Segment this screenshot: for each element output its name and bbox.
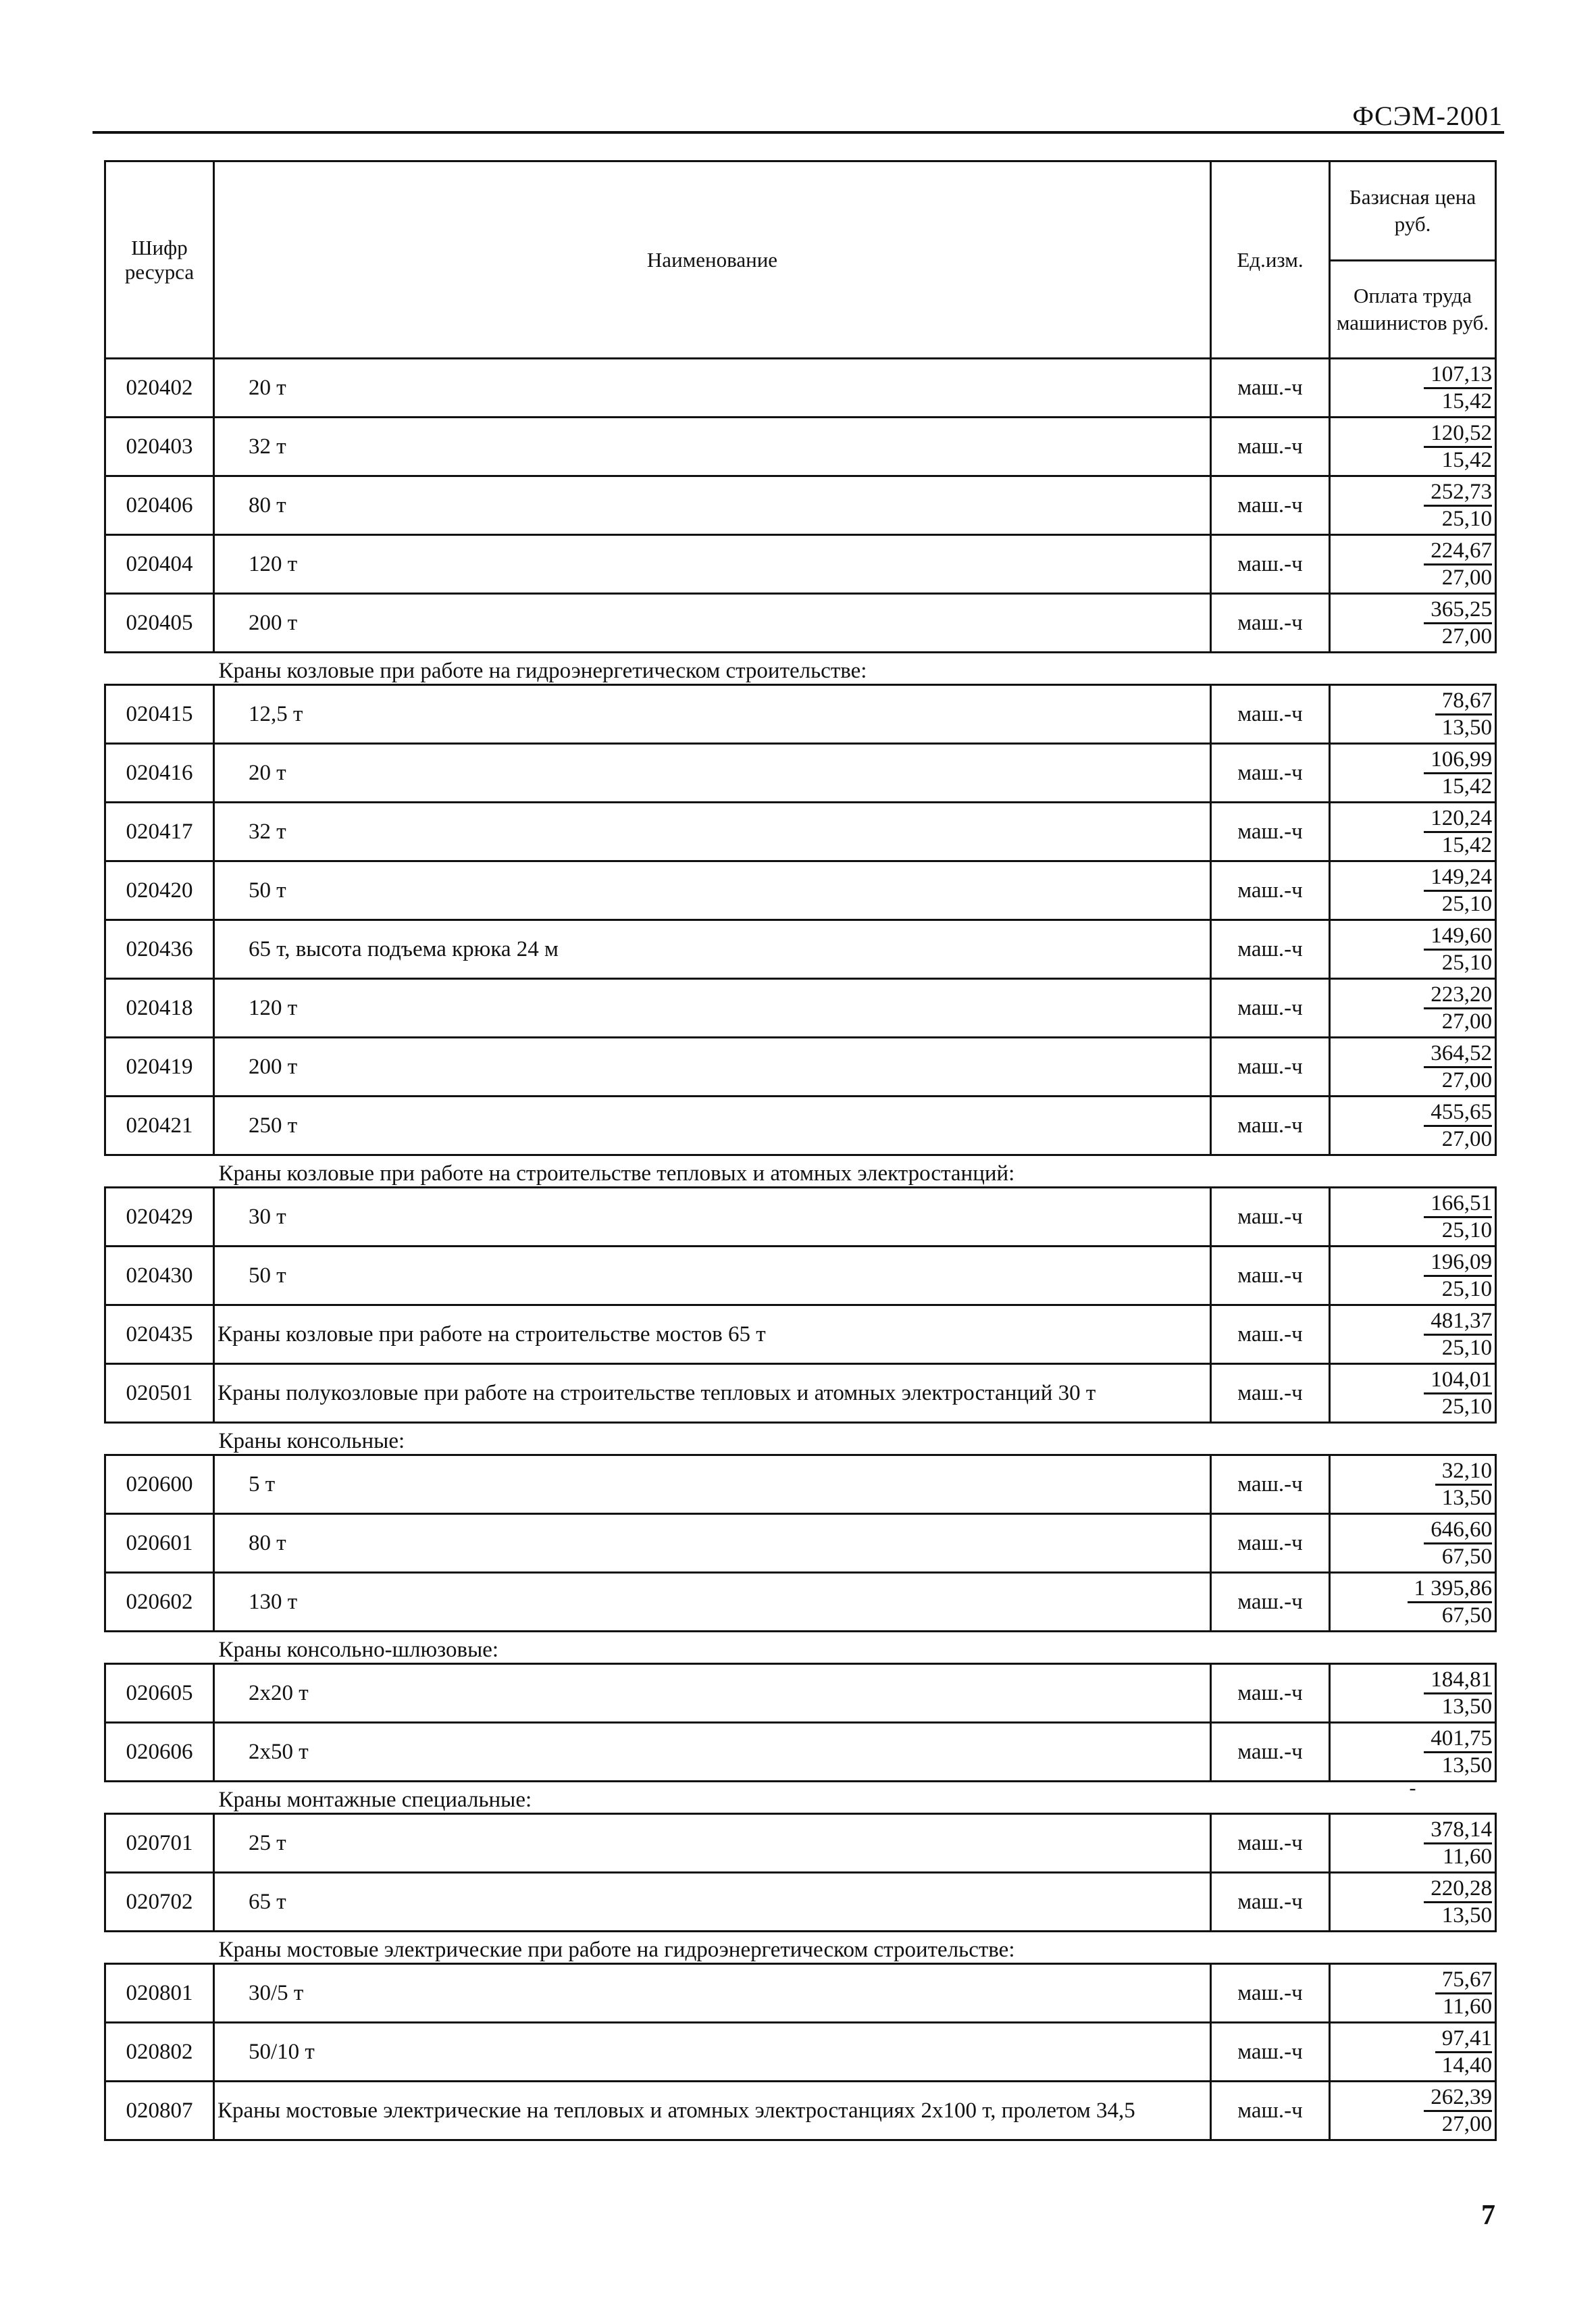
price-cell (1330, 861, 1496, 920)
resource-code: 020403 (105, 418, 214, 476)
resource-code: 020415 (105, 685, 214, 744)
labor-cost: 25,10 (1441, 1217, 1492, 1242)
base-price: 97,41 (1435, 2026, 1492, 2053)
section-title: Краны консольные: (218, 1429, 405, 1453)
table-row (105, 920, 1496, 979)
price-cell (1330, 1247, 1496, 1305)
section-title: Краны мостовые электрические при работе на гидроэнергетическом строительстве: (218, 1938, 1015, 1962)
resource-name: 2х50 т (214, 1723, 1211, 1782)
price-cell (1330, 1364, 1496, 1423)
resource-code: 020429 (105, 1188, 214, 1247)
section-title: Краны козловые при работе на гидроэнергетическом строительстве: (218, 659, 867, 683)
labor-cost: 25,10 (1441, 1335, 1492, 1360)
base-price: 364,52 (1424, 1041, 1492, 1068)
document-code: ФСЭМ-2001 (1352, 101, 1503, 131)
resource-code: 020435 (105, 1305, 214, 1364)
resource-code: 020807 (105, 2082, 214, 2140)
rates-table (104, 160, 1497, 2141)
price-cell (1330, 920, 1496, 979)
resource-name: 50/10 т (214, 2023, 1211, 2082)
resource-code: 020602 (105, 1573, 214, 1632)
table-row (105, 1814, 1496, 1873)
column-header-code: Шифр ресурса (105, 161, 214, 359)
resource-code: 020418 (105, 979, 214, 1038)
labor-cost: 25,10 (1441, 891, 1492, 916)
resource-name: 80 т (214, 1514, 1211, 1573)
base-price: 78,67 (1435, 688, 1492, 715)
table-row (105, 979, 1496, 1038)
base-price: 32,10 (1435, 1459, 1492, 1486)
table-row (105, 1038, 1496, 1097)
section-row (105, 653, 1496, 685)
table-row (105, 1873, 1496, 1932)
unit-cell: маш.-ч (1211, 1455, 1330, 1514)
price-cell (1330, 594, 1496, 653)
table-row (105, 861, 1496, 920)
unit-cell: маш.-ч (1211, 1188, 1330, 1247)
resource-name: 30/5 т (214, 1964, 1211, 2023)
resource-code: 020606 (105, 1723, 214, 1782)
labor-cost: 27,00 (1441, 565, 1492, 590)
section-row (105, 1423, 1496, 1455)
table-row (105, 476, 1496, 535)
unit-cell: маш.-ч (1211, 1664, 1330, 1723)
base-price: 1 395,86 (1408, 1576, 1493, 1603)
price-cell (1330, 535, 1496, 594)
table-row (105, 535, 1496, 594)
resource-name: 80 т (214, 476, 1211, 535)
section-mark (1330, 1632, 1496, 1664)
table-row (105, 359, 1496, 418)
labor-cost: 13,50 (1441, 1694, 1492, 1719)
resource-code: 020801 (105, 1964, 214, 2023)
labor-cost: 15,42 (1441, 388, 1492, 413)
base-price: 252,73 (1424, 480, 1492, 507)
table-row (105, 744, 1496, 803)
unit-cell: маш.-ч (1211, 535, 1330, 594)
price-cell (1330, 1723, 1496, 1782)
labor-cost: 27,00 (1441, 2111, 1492, 2136)
resource-code: 020701 (105, 1814, 214, 1873)
base-price: 262,39 (1424, 2085, 1492, 2112)
labor-cost: 25,10 (1441, 1276, 1492, 1301)
section-mark (1330, 1932, 1496, 1964)
labor-cost: 13,50 (1441, 1485, 1492, 1510)
price-cell (1330, 744, 1496, 803)
resource-name: 30 т (214, 1188, 1211, 1247)
column-header-name: Наименование (214, 161, 1211, 359)
section-row (105, 1932, 1496, 1964)
base-price: 646,60 (1424, 1517, 1492, 1544)
resource-code: 020404 (105, 535, 214, 594)
unit-cell: маш.-ч (1211, 476, 1330, 535)
unit-cell: маш.-ч (1211, 1873, 1330, 1932)
resource-name: Краны мостовые электрические на тепловых и атомных электростанциях 2х100 т, пролетом 34,5 (214, 2082, 1211, 2140)
resource-code: 020802 (105, 2023, 214, 2082)
table-row (105, 2082, 1496, 2140)
labor-cost: 25,10 (1441, 950, 1492, 975)
resource-name: 50 т (214, 861, 1211, 920)
resource-name: 32 т (214, 803, 1211, 861)
resource-name: 20 т (214, 744, 1211, 803)
base-price: 184,81 (1424, 1667, 1492, 1694)
labor-cost: 13,50 (1441, 715, 1492, 740)
resource-name: Краны козловые при работе на строительстве мостов 65 т (214, 1305, 1211, 1364)
resource-name: 65 т, высота подъема крюка 24 м (214, 920, 1211, 979)
base-price: 75,67 (1435, 1967, 1492, 1994)
header-rule (93, 131, 1504, 134)
section-row (105, 1155, 1496, 1188)
labor-cost: 15,42 (1441, 832, 1492, 857)
resource-code: 020436 (105, 920, 214, 979)
resource-code: 020501 (105, 1364, 214, 1423)
table-row (105, 594, 1496, 653)
labor-cost: 14,40 (1441, 2053, 1492, 2078)
table-body (105, 359, 1496, 2140)
base-price: 220,28 (1424, 1876, 1492, 1903)
price-cell (1330, 476, 1496, 535)
resource-code: 020605 (105, 1664, 214, 1723)
base-price: 224,67 (1424, 538, 1492, 565)
resource-name: 200 т (214, 1038, 1211, 1097)
resource-code: 020420 (105, 861, 214, 920)
base-price: 455,65 (1424, 1100, 1492, 1127)
resource-code: 020419 (105, 1038, 214, 1097)
unit-cell: маш.-ч (1211, 685, 1330, 744)
resource-code: 020417 (105, 803, 214, 861)
base-price: 378,14 (1424, 1817, 1492, 1844)
section-mark (1330, 1155, 1496, 1188)
price-cell (1330, 803, 1496, 861)
unit-cell: маш.-ч (1211, 803, 1330, 861)
column-header-unit: Ед.изм. (1211, 161, 1330, 359)
table-row (105, 1364, 1496, 1423)
resource-name: 120 т (214, 535, 1211, 594)
price-cell (1330, 1873, 1496, 1932)
resource-name: 200 т (214, 594, 1211, 653)
price-cell (1330, 2082, 1496, 2140)
labor-cost: 11,60 (1442, 1994, 1492, 2019)
resource-code: 020416 (105, 744, 214, 803)
resource-name: 250 т (214, 1097, 1211, 1155)
labor-cost: 15,42 (1441, 447, 1492, 472)
section-title: Краны консольно-шлюзовые: (218, 1638, 499, 1662)
unit-cell: маш.-ч (1211, 1247, 1330, 1305)
base-price: 149,24 (1424, 865, 1492, 892)
table-row (105, 1247, 1496, 1305)
price-cell (1330, 1305, 1496, 1364)
resource-code: 020600 (105, 1455, 214, 1514)
resource-code: 020702 (105, 1873, 214, 1932)
table-row (105, 1514, 1496, 1573)
resource-name: 12,5 т (214, 685, 1211, 744)
base-price: 365,25 (1424, 597, 1492, 624)
price-cell (1330, 979, 1496, 1038)
table-row (105, 1664, 1496, 1723)
base-price: 149,60 (1424, 924, 1492, 951)
table-row (105, 1188, 1496, 1247)
price-cell (1330, 685, 1496, 744)
labor-cost: 27,00 (1441, 624, 1492, 649)
resource-name: 50 т (214, 1247, 1211, 1305)
column-header-price: Базисная цена руб. (1330, 161, 1496, 261)
resource-name: 65 т (214, 1873, 1211, 1932)
price-cell (1330, 1455, 1496, 1514)
table-row (105, 1573, 1496, 1632)
labor-cost: 67,50 (1441, 1544, 1492, 1569)
section-row (105, 1782, 1496, 1814)
price-cell (1330, 359, 1496, 418)
labor-cost: 11,60 (1442, 1844, 1492, 1869)
resource-name: 20 т (214, 359, 1211, 418)
section-mark (1330, 653, 1496, 685)
base-price: 107,13 (1424, 362, 1492, 389)
resource-name: Краны полукозловые при работе на строительстве тепловых и атомных электростанций 30 т (214, 1364, 1211, 1423)
table-row (105, 1097, 1496, 1155)
unit-cell: маш.-ч (1211, 1364, 1330, 1423)
unit-cell: маш.-ч (1211, 1097, 1330, 1155)
labor-cost: 67,50 (1441, 1603, 1492, 1628)
price-cell (1330, 1188, 1496, 1247)
unit-cell: маш.-ч (1211, 1305, 1330, 1364)
section-title: Краны монтажные специальные: (218, 1788, 532, 1812)
resource-code: 020430 (105, 1247, 214, 1305)
unit-cell: маш.-ч (1211, 861, 1330, 920)
unit-cell: маш.-ч (1211, 1723, 1330, 1782)
price-cell (1330, 1514, 1496, 1573)
unit-cell: маш.-ч (1211, 2082, 1330, 2140)
section-mark (1330, 1423, 1496, 1455)
price-cell (1330, 1664, 1496, 1723)
labor-cost: 15,42 (1441, 774, 1492, 799)
price-cell (1330, 1038, 1496, 1097)
section-title: Краны козловые при работе на строительстве тепловых и атомных электростанций: (218, 1161, 1015, 1186)
unit-cell: маш.-ч (1211, 1038, 1330, 1097)
resource-code: 020601 (105, 1514, 214, 1573)
labor-cost: 13,50 (1441, 1903, 1492, 1928)
section-mark: - (1409, 1777, 1416, 1799)
column-header-labor: Оплата труда машинистов руб. (1330, 261, 1496, 359)
unit-cell: маш.-ч (1211, 1814, 1330, 1873)
labor-cost: 27,00 (1441, 1126, 1492, 1151)
base-price: 166,51 (1424, 1191, 1492, 1218)
base-price: 401,75 (1424, 1726, 1492, 1753)
resource-name: 120 т (214, 979, 1211, 1038)
unit-cell: маш.-ч (1211, 744, 1330, 803)
price-cell (1330, 418, 1496, 476)
unit-cell: маш.-ч (1211, 979, 1330, 1038)
table-row (105, 1305, 1496, 1364)
base-price: 106,99 (1424, 747, 1492, 774)
unit-cell: маш.-ч (1211, 1514, 1330, 1573)
base-price: 196,09 (1424, 1250, 1492, 1277)
resource-name: 130 т (214, 1573, 1211, 1632)
price-cell (1330, 2023, 1496, 2082)
table-row (105, 418, 1496, 476)
unit-cell: маш.-ч (1211, 359, 1330, 418)
unit-cell: маш.-ч (1211, 594, 1330, 653)
resource-code: 020421 (105, 1097, 214, 1155)
labor-cost: 27,00 (1441, 1009, 1492, 1034)
base-price: 120,24 (1424, 806, 1492, 833)
unit-cell: маш.-ч (1211, 920, 1330, 979)
resource-name: 5 т (214, 1455, 1211, 1514)
resource-code: 020406 (105, 476, 214, 535)
resource-name: 2х20 т (214, 1664, 1211, 1723)
base-price: 104,01 (1424, 1367, 1492, 1394)
labor-cost: 25,10 (1441, 1394, 1492, 1419)
unit-cell: маш.-ч (1211, 1964, 1330, 2023)
labor-cost: 27,00 (1441, 1067, 1492, 1092)
table-row (105, 1455, 1496, 1514)
resource-code: 020402 (105, 359, 214, 418)
section-row (105, 1632, 1496, 1664)
base-price: 120,52 (1424, 421, 1492, 448)
table-row (105, 685, 1496, 744)
base-price: 223,20 (1424, 982, 1492, 1009)
table-row (105, 1723, 1496, 1782)
page-number: 7 (1481, 2200, 1495, 2231)
resource-code: 020405 (105, 594, 214, 653)
labor-cost: 13,50 (1441, 1753, 1492, 1778)
resource-name: 25 т (214, 1814, 1211, 1873)
table-row (105, 803, 1496, 861)
price-cell (1330, 1814, 1496, 1873)
base-price: 481,37 (1424, 1309, 1492, 1336)
price-cell (1330, 1573, 1496, 1632)
price-cell (1330, 1964, 1496, 2023)
unit-cell: маш.-ч (1211, 2023, 1330, 2082)
table-row (105, 2023, 1496, 2082)
unit-cell: маш.-ч (1211, 418, 1330, 476)
price-cell (1330, 1097, 1496, 1155)
resource-name: 32 т (214, 418, 1211, 476)
table-row (105, 1964, 1496, 2023)
labor-cost: 25,10 (1441, 506, 1492, 531)
unit-cell: маш.-ч (1211, 1573, 1330, 1632)
